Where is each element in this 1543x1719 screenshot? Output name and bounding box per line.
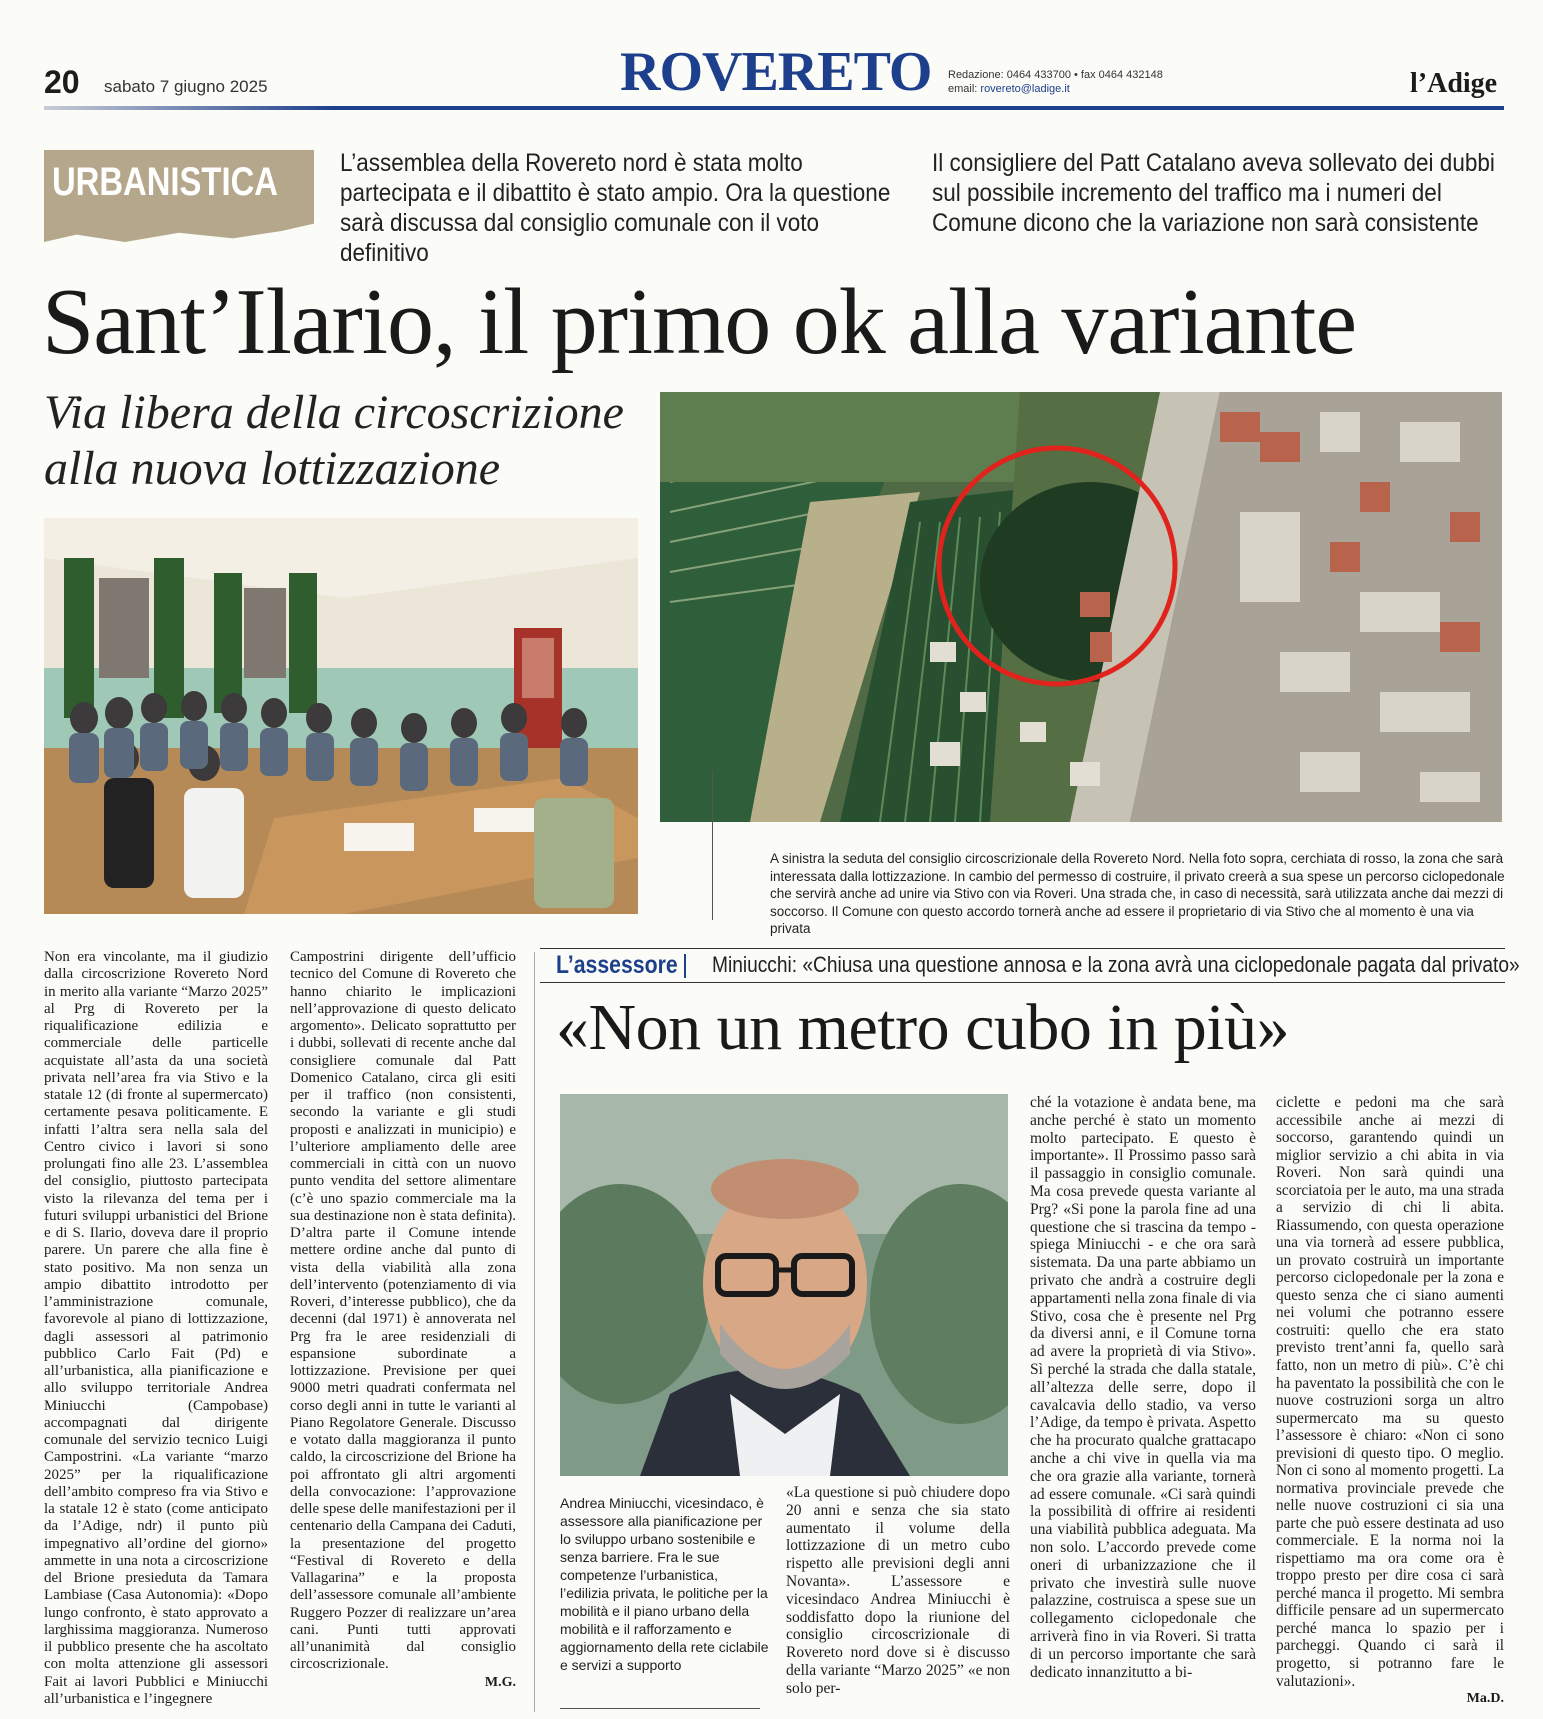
contact-email-label: email: (948, 83, 981, 95)
article2-column-3 (1276, 1094, 1504, 1708)
contact-email[interactable]: rovereto@ladige.it (980, 83, 1070, 95)
section-title: ROVERETO (620, 41, 932, 103)
meeting-photo (44, 518, 638, 914)
article1-column-2-text: Campostrini dirigente dell’ufficio tecnico del Comune di Rovereto che hanno chiarito le implicazioni nell’approvazione di questo delicato argomento». Delicato soprattutto per i dubbi, sollevati di recente anche dal consigliere comunale dal Patt Domenico Catalano, circa gli esiti per il traffico (non consistenti, secondo la variante e gli studi proposti e analizzati in municipio) e l’ulteriore ampliamento delle aree commerciali in città con un nuovo punto vendita del settore alimentare (c’è uno spazio commerciale ma la sua destinazione non è stata definita). D’altra parte il Comune intende mettere ordine anche dal punto di vista della viabilità alla zona dell’intervento (potenziamento di via Roveri, d’interesse pubblico), che da decenni (dal 1971) è annoverata nel Prg fra le aree residenziali di espansione subordinate a lottizzazione. Previsione per quei 9000 metri quadrati confermata nel corso degli anni in tutte le varianti al Piano Regolatore Generale. Discusso e votato dalla maggioranza il punto caldo, la circoscrizione del Brione ha poi affrontato gli altri argomenti della convocazione: l’approvazione delle spese delle manifestazioni per il centenario della Campana dei Caduti, la presentazione del progetto “Festival di Rovereto e della Vallagarina” e la proposta dell’assessore comunale all’ambiente Ruggero Pozzer di realizzare un’area cani. Punti tutti approvati all’unanimità dal consiglio circoscrizionale. (290, 949, 516, 1673)
portrait-caption: Andrea Miniucchi, vicesindaco, è assessore alla pianificazione per lo sviluppo urbano sostenibile e senza barriere. Fra le sue competenze l’urbanistica, l’edilizia privata, le politiche per la mobilità e il piano urbano della mobilità e il rafforzamento e aggiornamento della rete ciclabile e servizi a supporto (560, 1495, 769, 1673)
article2-headline: «Non un metro cubo in più» (556, 991, 1290, 1064)
article2-deck: Miniucchi: «Chiusa una questione annosa e la zona avrà una ciclopedonale pagata dal privato» (712, 952, 1520, 977)
article-deck-right: Il consigliere del Patt Catalano aveva sollevato dei dubbi sul possibile incremento del traffico ma i numeri del Comune dicono che la variazione non sarà consistente (932, 149, 1495, 237)
article2-signature: Ma.D. (1466, 1691, 1504, 1707)
article-headline: Sant’Ilario, il primo ok alla variante (42, 270, 1357, 374)
article2-column-3-text: ciclette e pedoni ma che sarà accessibile anche ai mezzi di soccorso, garantendo quindi un miglior servizio a chi abita in via Roveri. Non sarà quindi una scorciatoia per le auto, ma una strada a servizio di chi li abita. Riassumendo, con questa operazione una via tornerà ad essere pubblica, un provato costruirà un importante percorso ciclopedonale per la zona e questo senza che ci siano aumenti nei volumi che potranno essere costruiti: quello che era stato previsto trent’anni fa, quello sarà fatto, non un metro di più». C’è chi ha paventato la possibilità che con le nuove costruzioni sorga un altro supermercato ma su questo l’assessore è chiaro: «Non ci sono previsioni di questo tipo. O meglio. Non ci sono al momento progetti. La normativa provinciale prevede che nelle nuove costruzioni ci sia una parte che può essere destinata ad uso commerciale. E la norma noi la rispettiamo ma ora come ora è troppo presto per dire cosa ci sarà perché manca il progetto. Mi sembra difficile pensare ad un supermercato perché manca lo spazio per i parcheggi. Quando ci sarà il progetto, si potranno fare le valutazioni». (1276, 1094, 1504, 1690)
aerial-photo (660, 392, 1502, 822)
portrait-photo (560, 1094, 1008, 1476)
newspaper-logo: l’Adige (1410, 68, 1498, 99)
contact-phone-line: Redazione: 0464 433700 • fax 0464 432148 (948, 69, 1163, 81)
article2-column-2-text: ché la votazione è andata bene, ma anche perché è stato un momento molto partecipato. E questo è importante». Il Prossimo passo sarà il passaggio in consiglio comunale. Ma cosa prevede questa variante al Prg? «Si pone la parola fine ad una questione che si trascina da tempo - spiega Miniucchi - e che ora sarà sistemata. Da una parte abbiamo un privato che andrà a costruire degli appartamenti nella zona finale di via Stivo, cosa che è presente nel Prg da diversi anni, e il Comune torna ad avere la proprietà di via Stivo». Sì perché la strada che dalla statale, all’altezza delle serre, dopo il cavalcavia dello stadio, va verso l’Adige, da tempo è privata. Aspetto che ha procurato qualche grattacapo anche a chi vive in quella via ma che ora grazie alla variante, tornerà ad essere comunale. «Ci sarà quindi la possibilità di offrire ai residenti una viabilità pubblica adeguata. Ma non solo. L’accordo prevede come oneri di urbanizzazione che il privato che investirà sulle nuove palazzine, costruisca a spese sue un collegamento ciclopedonale che arriverà fino in via Roveri. Si tratta di un percorso importante che sarà dedicato innanzitutto a bi- (1030, 1094, 1256, 1681)
article1-column-1 (44, 949, 268, 1708)
article2-column-2 (1030, 1094, 1256, 1681)
page-number: 20 (44, 64, 80, 100)
masthead-rule (44, 106, 1504, 110)
article-kicker: URBANISTICA (52, 160, 278, 204)
article2-rule-bottom (540, 982, 1505, 983)
contact-info (948, 68, 1163, 96)
article1-signature: M.G. (484, 1674, 516, 1690)
caption-pointer (712, 770, 713, 920)
article-deck-left: L’assemblea della Rovereto nord è stata molto partecipata e il dibattito è stato ampio. Ora la questione sarà discussa dal consiglio comunale con il voto definitivo (340, 149, 891, 267)
meeting-photo-illustration (44, 518, 638, 914)
article2-divider (534, 952, 535, 1712)
article2-column-1-text: «La questione si può chiudere dopo 20 anni e senza che sia stato aumentato il volume della lottizzazione di un metro cubo rispetto alle previsioni degli anni Novanta». L’assessore e vicesindaco Andrea Miniucchi è soddisfatto dopo la riunione del consiglio circoscrizionale di Rovereto nord dove si è discusso della variante “Marzo 2025” «e non solo per- (786, 1484, 1010, 1697)
contact-email-line (948, 82, 1163, 96)
photo-caption: A sinistra la seduta del consiglio circoscrizionale della Rovereto Nord. Nella foto sopra, cerchiata di rosso, la zona che sarà interessata dalla lottizzazione. In cambio del permesso di costruire, il privato creerà a sua spese un percorso ciclopedonale che servirà anche ad unire via Stivo con via Roveri. Una strada che, in caso di necessità, sarà utilizzata anche dai mezzi di soccorso. Il Comune con questo accordo tornerà anche ad essere il proprietario di via Stivo che al momento è una via privata (770, 851, 1505, 936)
article2-kicker-separator (684, 954, 686, 978)
article2-rule-top (540, 948, 1505, 949)
portrait-illustration (560, 1094, 1008, 1476)
article2-column-1 (786, 1484, 1010, 1698)
portrait-caption-rule (560, 1708, 760, 1709)
article1-column-2 (290, 949, 516, 1691)
issue-date: sabato 7 giugno 2025 (104, 77, 268, 96)
article-subhead: Via libera della circoscrizione alla nuova lottizzazione (44, 386, 624, 495)
article1-column-1-text: Non era vincolante, ma il giudizio dalla circoscrizione Rovereto Nord in merito alla variante “Marzo 2025” al Prg di Rovereto per la riqualificazione edilizia e commerciale delle particelle acquistate all’asta da una società privata nell’area fra via Stivo e la statale 12 (di fronte al supermercato) certamente pesava politicamente. E infatti l’altra sera nella sala del Centro civico i lavori si sono prolungati fino alle 23. L’assemblea del consiglio, piuttosto partecipata visto la rilevanza del tema per i futuri sviluppi urbanistici del Brione e di S. Ilario, doveva dare il proprio parere. Un parere che alla fine è stato positivo. Ma non senza un ampio dibattito introdotto per l’amministrazione comunale, favorevole al piano di lottizzazione, dagli assessori al patrimonio pubblico Carlo Fait (Pd) e all’urbanistica, alla pianificazione e allo sviluppo territoriale Andrea Miniucchi (Campobase) accompagnati dal dirigente comunale del servizio tecnico Luigi Campostrini. «La variante “marzo 2025” per la riqualificazione dell’ambito compreso fra via Stivo e la statale 12 è stato (come anticipato da l’Adige, ndr) il punto più impegnativo all’ordine del giorno» ammette in una nota a circoscrizione del Brione presieduta da Tamara Lambiase (Casa Autonomia): «Dopo lungo confronto, è stato approvato a larghissima maggioranza. Numeroso il pubblico presente che ha ascoltato con molta attenzione gli assessori Fait ai lavori Pubblici e Miniucchi all’urbanistica e l’ingegnere (44, 949, 268, 1707)
aerial-map-illustration (660, 392, 1502, 822)
article2-kicker: L’assessore (556, 951, 678, 979)
